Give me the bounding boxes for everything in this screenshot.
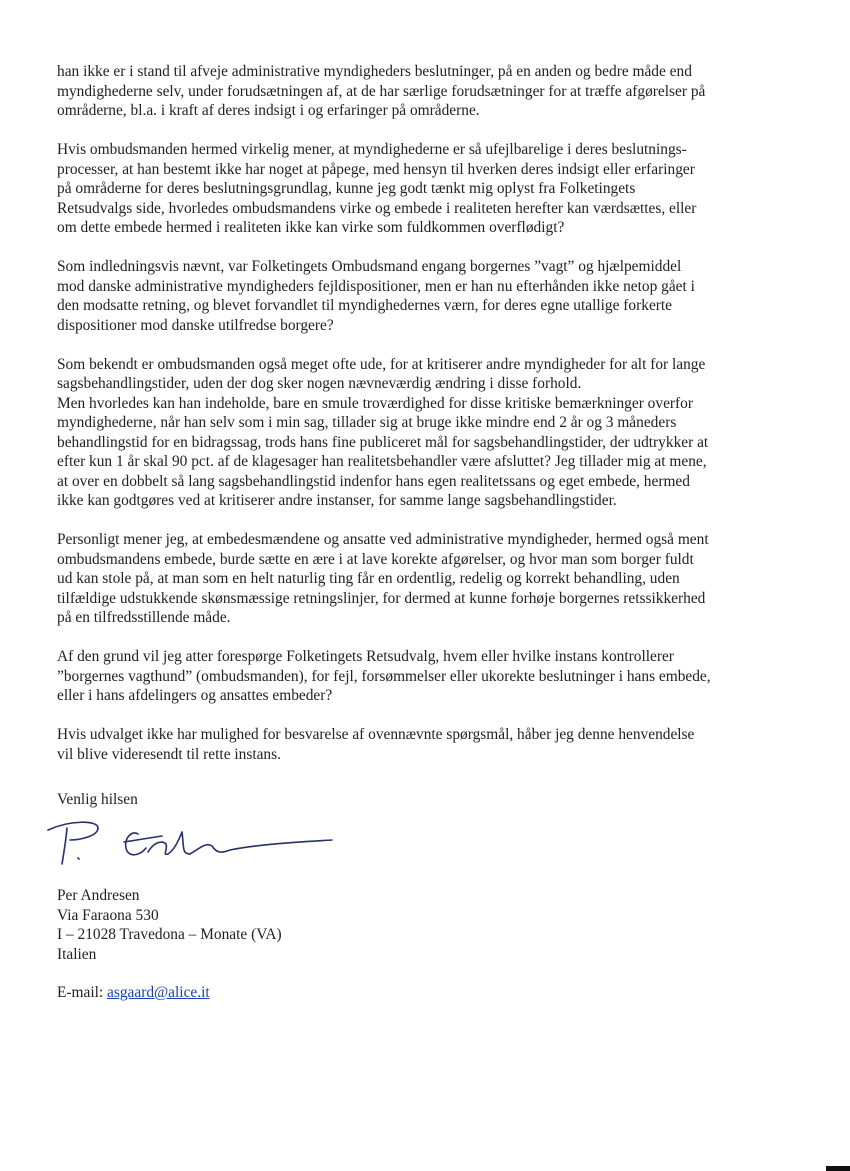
email-line xyxy=(57,983,210,1003)
paragraph-6: Af den grund vil jeg atter forespørge Folketingets Retsudvalg, hvem eller hvilke instans kontrollerer ”borgernes vagthund” (ombudsmanden), for fejl, forsømmelser eller ukorekte beslutninger i hans embede, eller i hans afdelingers og ansattes embeder? xyxy=(57,648,711,704)
sender-name: Per Andresen xyxy=(57,887,140,904)
sender-city: I – 21028 Travedona – Monate (VA) xyxy=(57,926,282,943)
sender-address xyxy=(57,886,282,964)
email-label: E-mail: xyxy=(57,984,108,1001)
paragraph-4: Som bekendt er ombudsmanden også meget ofte ude, for at kritiserer andre myndigheder for alt for lange sagsbehandlingstider, uden der dog sker nogen nævneværdig ændring i disse forhold. Men hvorledes kan han indeholde, bare en smule troværdighed for disse kritiske bemærkninger overfor myndighederne, når han selv som i min sag, tillader sig at bruge ikke mindre end 2 år og 3 måneders behandlingstid for en bidragssag, trods hans fine publiceret mål for sagsbehandlingstider, der udtrykker at efter kun 1 år skal 90 pct. af de klagesager han realitetsbehandler være afsluttet? Jeg tillader mig at mene, at over en dobbelt så lang sagsbehandlingstid indenfor hans egen realitetssans og eget embede, hermed ikke kan godtgøres ved at kritiserer andre instanser, for samme lange sagsbehandlingstider. xyxy=(57,355,709,509)
letter-body xyxy=(57,62,777,784)
paragraph-7: Hvis udvalget ikke har mulighed for besvarelse af ovennævnte spørgsmål, håber jeg denne henvendelse vil blive videresendt til rette instans. xyxy=(57,726,695,763)
paragraph-1: han ikke er i stand til afveje administrative myndigheders beslutninger, på en anden og bedre måde end myndighederne selv, under forudsætningen af, at de har særlige forudsætninger for at træffe afgørelser på områderne, bl.a. i kraft af deres indsigt i og erfaringer på områderne. xyxy=(57,63,706,119)
handwritten-signature xyxy=(40,812,340,882)
closing-salutation: Venlig hilsen xyxy=(57,791,138,808)
paragraph-3: Som indledningsvis nævnt, var Folketingets Ombudsmand engang borgernes ”vagt” og hjælpemiddel mod danske administrative myndigheders fejldispositioner, men er han nu efterhånden ikke netop gået i den modsatte retning, og blevet forvandlet til myndighedernes værn, for deres egne utallige forkerte dispositioner mod danske utilfredse borgere? xyxy=(57,258,695,334)
sender-street: Via Faraona 530 xyxy=(57,906,159,924)
paragraph-5: Personligt mener jeg, at embedesmændene og ansatte ved administrative myndigheder, hermed også ment ombudsmandens embede, burde sætte en ære i at lave korekte afgørelser, og hvor man som borger fuldt ud kan stole på, at man som en helt naturlig ting får en ordentlig, redelig og korrekt behandling, uden tilfældige udstukkende skønsmæssige retningslinjer, for dermed at kunne forhøje borgernes retssikkerhed på en tilfredsstillende måde. xyxy=(57,531,709,626)
paragraph-2: Hvis ombudsmanden hermed virkelig mener, at myndighederne er så ufejlbarelige i deres beslutnings- processer, at han bestemt ikke har noget at påpege, med hensyn til hverken deres indsigt eller erfaringer på områderne for deres beslutningsgrundlag, kunne jeg godt tænkt mig oplyst fra Folketingets Retsudvalgs side, hvorledes ombudsmandens virke og embede i realiteten herefter kan værdsættes, eller om dette embede hermed i realiteten ikke kan virke som fuldkommen overflødigt? xyxy=(57,141,697,236)
sender-country: Italien xyxy=(57,945,97,963)
email-link[interactable]: asgaard@alice.it xyxy=(107,984,210,1001)
scan-mark xyxy=(826,1166,850,1171)
